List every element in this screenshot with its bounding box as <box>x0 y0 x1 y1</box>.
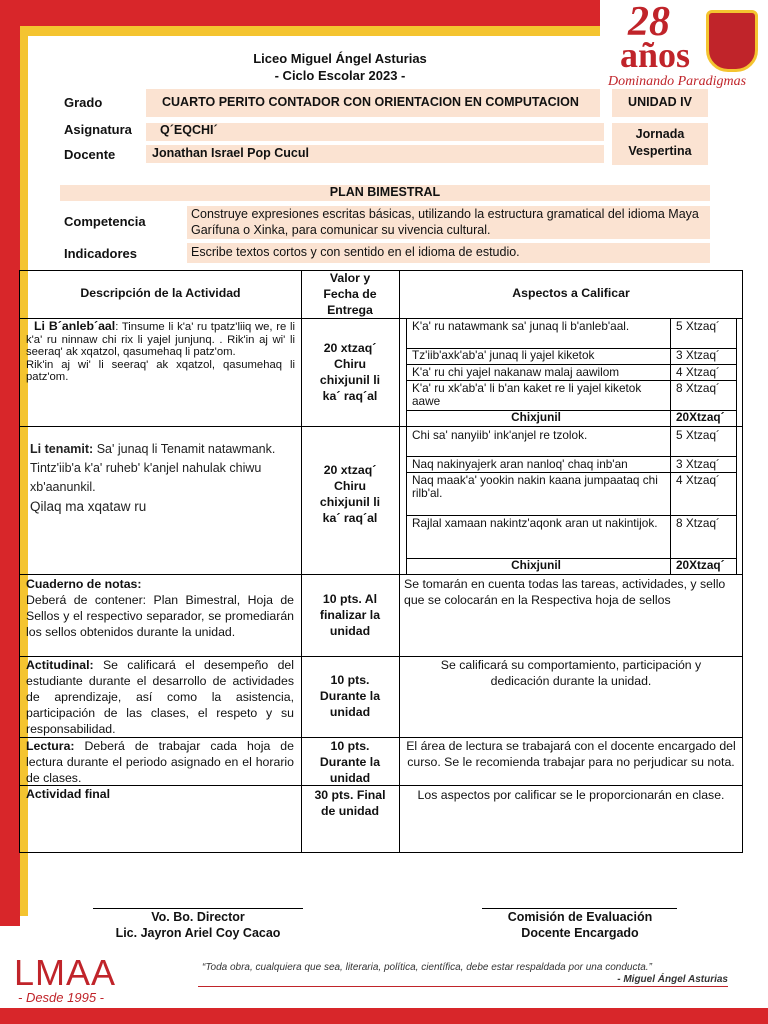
header-value: Valor y Fecha de Entrega <box>323 271 377 317</box>
criteria-box <box>406 426 737 574</box>
row5-title: Lectura: <box>26 739 75 753</box>
footer-logo: LMAA <box>14 952 117 993</box>
signature-line-left <box>93 908 303 909</box>
criterion-points: 4 Xtzaq´ <box>676 473 720 487</box>
docente-label: Docente <box>64 147 116 162</box>
frame-bottom-band <box>0 1008 768 1024</box>
row3-value: 10 pts. Al finalizar la unidad <box>319 592 381 638</box>
criterion-text: Chi sa' nanyiib' ink'anjel re tzolok. <box>412 428 588 442</box>
criterion-points: 8 Xtzaq´ <box>676 516 720 530</box>
row6-aspect: Los aspectos por calificar se le proporcionarán en clase. <box>417 788 725 802</box>
row2-criteria <box>406 426 737 574</box>
criterion-text: K'a' ru chi yajel nakanaw malaj aawilom <box>412 365 620 379</box>
competencia-value: Construye expresiones escritas básicas, utilizando la estructura gramatical del idioma Maya Garífuna o Xinka, para comunicar su vivencia cultural. <box>187 206 710 239</box>
row4-description <box>26 657 294 737</box>
school-cycle: - Ciclo Escolar 2023 - <box>274 68 406 83</box>
row3-title: Cuaderno de notas: <box>26 577 142 591</box>
row4-desc: Se calificará el desempeño del estudiante durante el desarrollo de actividades de aprendizaje, así como la asistencia, participación de las clases, el respeto y su responsabilidad. <box>26 658 294 736</box>
criteria-total-label: Chixjunil <box>511 558 561 572</box>
docente-value: Jonathan Israel Pop Cucul <box>146 145 604 163</box>
row2-value: 20 xtzaq´ Chiru chixjunil li ka´ raq´al <box>319 463 381 525</box>
table-col-divider-2 <box>399 270 400 853</box>
row1-value: 20 xtzaq´ Chiru chixjunil li ka´ raq´al <box>319 341 381 403</box>
table-col-divider-1 <box>301 270 302 853</box>
row3-desc: Deberá de contener: Plan Bimestral, Hoja de Sellos y el respectivo separador, se promediarán los sellos obtenidos durante la unidad. <box>26 593 294 639</box>
criterion-points: 3 Xtzaq´ <box>676 348 720 362</box>
row5-value: 10 pts. Durante la unidad <box>319 739 381 785</box>
criteria-total: 20Xtzaq´ <box>676 558 725 572</box>
row1-desc2: Rik'in aj wi' li seeraq' ak xqatzol, qasumehaq li patz'om. <box>26 358 295 383</box>
plan-title: PLAN BIMESTRAL <box>60 185 710 201</box>
table-border-bottom <box>19 852 743 853</box>
anniversary-logo <box>600 0 768 100</box>
table-border-left <box>19 270 20 853</box>
grado-value: CUARTO PERITO CONTADOR CON ORIENTACION EN COMPUTACION <box>146 89 600 117</box>
row2-desc: Sa' junaq li Tenamit natawmank. Tintz'iib'a k'a' ruheb' k'anjel nahulak chiwu xb'aanunkil. <box>30 442 276 494</box>
criterion-points: 4 Xtzaq´ <box>676 365 720 379</box>
criterion-text: Naq maak'a' yookin nakin kaana jumpaataq chi rilb'al. <box>412 473 658 500</box>
footer-author: - Miguel Ángel Asturias <box>617 974 728 985</box>
signature-right-title: Comisión de Evaluación <box>507 910 653 924</box>
row2-title: Li tenamit: <box>30 442 94 456</box>
logo-number: 28 <box>628 0 670 45</box>
criteria-total: 20Xtzaq´ <box>676 410 725 424</box>
grado-label: Grado <box>64 95 103 110</box>
logo-slogan: Dominando Paradigmas <box>608 74 747 89</box>
criterion-text: K'a' ru xk'ab'a' li b'an kaket re li yajel kiketok aawe <box>412 381 642 408</box>
header-description: Descripción de la Actividad <box>80 286 241 300</box>
shield-crest-icon <box>706 10 758 72</box>
indicadores-value: Escribe textos cortos y con sentido en el idioma de estudio. <box>187 243 710 263</box>
row1-title: Li B´anleb´aal <box>34 319 116 333</box>
criterion-text: K'a' ru natawmank sa' junaq li b'anleb'aal. <box>412 319 630 333</box>
signature-right-name: Docente Encargado <box>521 926 639 940</box>
unidad-label: UNIDAD IV <box>612 89 708 117</box>
row5-desc: Deberá de trabajar cada hoja de lectura durante el periodo asignado en el horario de clases. <box>26 739 294 785</box>
header-aspects: Aspectos a Calificar <box>512 286 630 300</box>
indicadores-label: Indicadores <box>64 246 137 261</box>
row4-title: Actitudinal: <box>26 658 94 672</box>
criteria-divider <box>670 426 671 574</box>
footer-quote: “Toda obra, cualquiera que sea, literaria, política, científica, debe estar respaldada por una conducta.” <box>202 962 652 973</box>
row1-desc: : Tinsume li k'a' ru tpatz'liiq we, re li k'a' ru ninnaw chi rix li yajel junjunq. . Rik'in aj wi' li seeraq' ak xqatzol, qasumehaq li patz'om. <box>26 321 295 358</box>
signature-left-name: Lic. Jayron Ariel Coy Cacao <box>115 926 281 940</box>
school-name: Liceo Miguel Ángel Asturias <box>253 51 427 66</box>
criterion-points: 5 Xtzaq´ <box>676 428 720 442</box>
row1-description <box>26 320 295 384</box>
logo-word: años <box>620 35 691 75</box>
row1-criteria <box>406 318 737 426</box>
row3-description <box>26 576 294 640</box>
criterion-text: Rajlal xamaan nakintz'aqonk aran ut nakintijok. <box>412 516 658 530</box>
footer-underline <box>198 986 728 987</box>
criterion-text: Naq nakinyajerk aran nanloq' chaq inb'an <box>412 457 628 471</box>
criterion-points: 8 Xtzaq´ <box>676 381 720 395</box>
frame-left-band <box>0 26 20 926</box>
table-border-right <box>742 270 743 853</box>
signature-line-right <box>482 908 677 909</box>
row2-description <box>30 440 292 517</box>
criterion-text: Tz'iib'axk'ab'a' junaq li yajel kiketok <box>412 348 595 362</box>
footer-since: - Desde 1995 - <box>18 990 104 1005</box>
jornada-label: Jornada Vespertina <box>612 123 708 165</box>
asignatura-value: Q´EQCHI´ <box>146 123 604 141</box>
frame-top-stripe <box>0 26 620 36</box>
row4-aspect: Se calificará su comportamiento, participación y dedicación durante la unidad. <box>440 658 702 688</box>
row6-title: Actividad final <box>26 787 111 801</box>
criterion-points: 5 Xtzaq´ <box>676 319 720 333</box>
criterion-points: 3 Xtzaq´ <box>676 457 720 471</box>
row4-value: 10 pts. Durante la unidad <box>319 673 381 719</box>
criteria-total-label: Chixjunil <box>511 410 561 424</box>
table-row-divider <box>19 574 743 575</box>
competencia-label: Competencia <box>64 214 146 229</box>
row3-aspect: Se tomarán en cuenta todas las tareas, actividades, y sello que se colocarán en la Respectiva hoja de sellos <box>404 577 726 607</box>
row6-value: 30 pts. Final de unidad <box>314 788 386 818</box>
row2-desc2: Qilaq ma xqataw ru <box>30 499 147 514</box>
row5-description <box>26 738 294 786</box>
signature-left-title: Vo. Bo. Director <box>151 910 245 924</box>
asignatura-label: Asignatura <box>64 122 132 137</box>
row5-aspect: El área de lectura se trabajará con el docente encargado del curso. Se le recomienda trabajar para no perjudicar su nota. <box>406 739 736 769</box>
